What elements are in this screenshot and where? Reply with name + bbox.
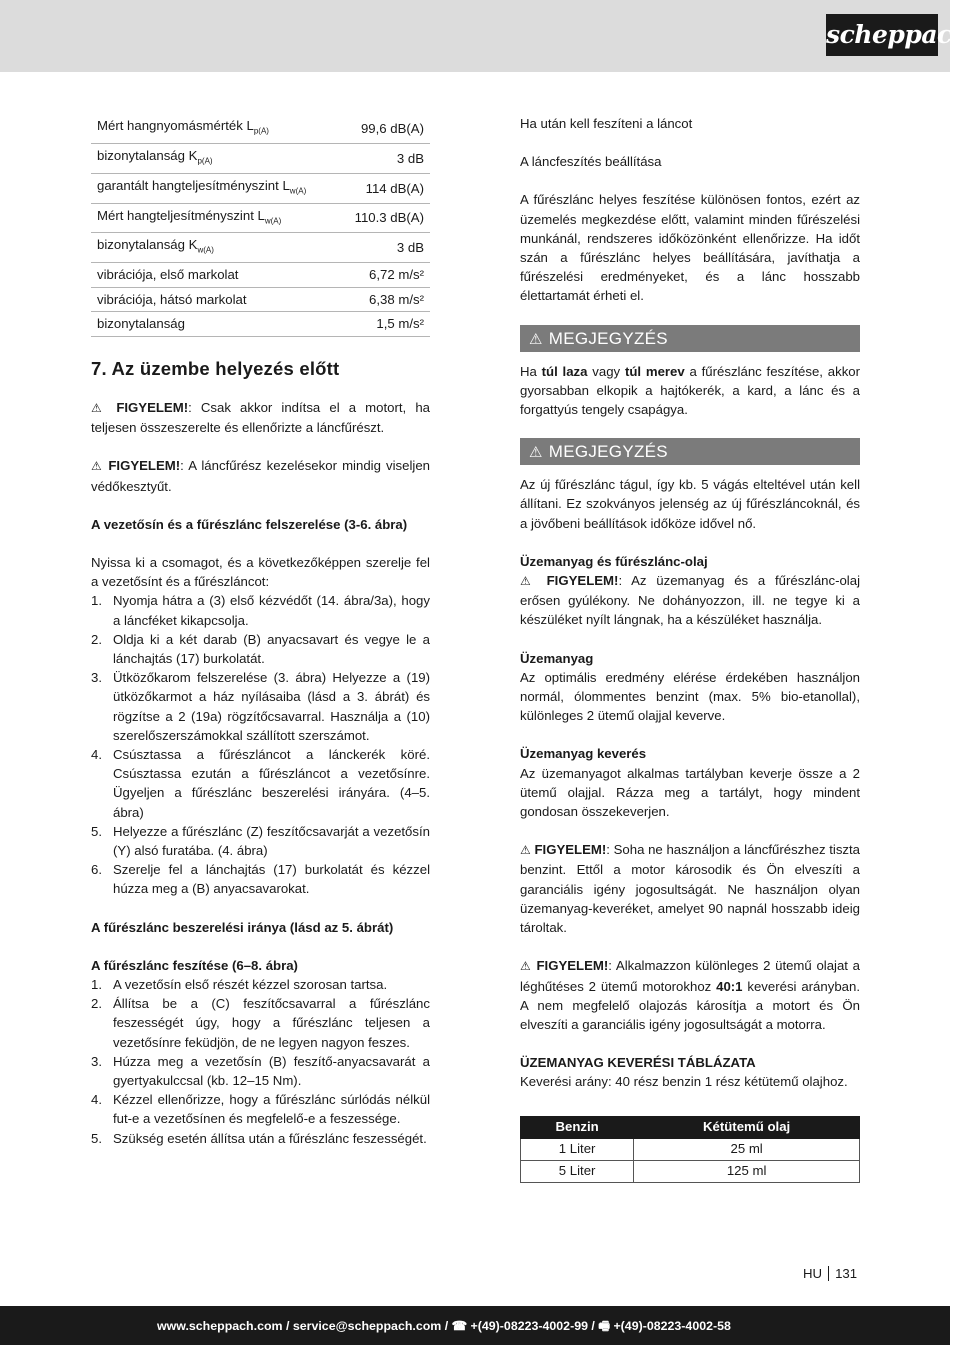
spec-row [91, 287, 430, 312]
table-cell: 1 Liter [521, 1138, 634, 1160]
note-title: MEGJEGYZÉS [548, 442, 668, 462]
section-title: 7. Az üzembe helyezés előtt [91, 357, 340, 379]
footer-contact: www.scheppach.com / service@scheppach.com / ☎ +(49)-08223-4002-99 / 🖷 +(49)-08223-4002-58 [157, 1319, 731, 1333]
list-item: 4. Kézzel ellenőrizze, hogy a fűrészlánc súrlódás nélkül fut-e a vezetősínen és megfelelő-e a feszessége. [91, 1092, 430, 1127]
table-cell: 5 Liter [521, 1160, 634, 1182]
retension-text: Ha után kell feszíteni a láncot [520, 116, 693, 131]
list-item: 4. Csúsztassa a fűrészláncot a lánckerék köré. Csúsztassa ezután a fűrészláncot a vezetősínre. Ügyeljen a fűrészlánc beszerelési irányára. (4–5. ábra) [91, 746, 430, 820]
spec-label: bizonytalanság $K_{w(A)}$ [91, 233, 339, 263]
table-cell: 25 ml [634, 1138, 860, 1160]
spec-row [91, 263, 430, 288]
spec-value: 6,38 m/s² [339, 287, 430, 312]
warning-1 [91, 398, 430, 437]
spec-row [91, 114, 430, 143]
note-1-text: Ha túl laza vagy túl merev a fűrészlánc feszítése, akkor gyorsabban elkopik a hajtókerék, a kard, a lánc és a forgattyús tengely csapágya. [520, 363, 861, 418]
mixing-text: Az üzemanyagot alkalmas tartályban keverje össze a 2 ütemű olajjal. Rázza meg a tartályt, hogy mindent gondosan összekeverjen. [520, 765, 860, 820]
table-row [521, 1160, 860, 1182]
spec-value: 3 dB [339, 143, 430, 173]
spec-value: 114 dB(A) [339, 173, 430, 203]
warning-4: ⚠ FIGYELEM!: Alkalmazzon különleges 2 ütemű olajat a léghűtéses 2 ütemű motorokhoz 40:1 keverési arányban. A nem megfelelő olajozás károsítja a motort és Ön elveszíti a garanciális igény jogosultságát a motorra. [520, 958, 860, 1032]
tension-steps [91, 975, 430, 1148]
header-bar [0, 0, 969, 72]
spec-value: 6,72 m/s² [339, 263, 430, 288]
assembly-intro: Nyissa ki a csomagot, és a következőképpen szerelje fel a vezetősínt és a fűrészláncot: [91, 554, 430, 590]
fuel-heading: Üzemanyag [520, 650, 594, 666]
list-item: 2. Állítsa be a (C) feszítőcsavarral a fűrészlánc feszességét úgy, hogy a fűrészlánc teljesen a vezetősínre feküdjön, de ne legyen nagyon feszes. [91, 996, 430, 1050]
note-bar-2 [520, 438, 860, 465]
note-2-text: Az új fűrészlánc tágul, így kb. 5 vágás elteltével után kell állítani. Ez szokványos jelenség az új fűrészláncoknál, és a jövőbeni beállítások időköze idővel nő. [520, 477, 860, 531]
tension-heading: A fűrészlánc feszítése (6–8. ábra) [91, 957, 298, 973]
spec-table [91, 114, 430, 337]
warning-icon: ⚠ [91, 400, 108, 415]
warning-icon: ⚠ [520, 959, 532, 974]
spec-label: garantált hangteljesítményszint $L_{w(A)}$ [91, 173, 339, 203]
spec-label: Mért hangteljesítményszint $L_{w(A)}$ [91, 203, 339, 233]
mix-table-heading: ÜZEMANYAG KEVERÉSI TÁBLÁZATA [520, 1055, 756, 1071]
spec-value: 1,5 m/s² [339, 312, 430, 337]
warning-icon: ⚠ [91, 459, 104, 474]
warning-3: ⚠ FIGYELEM!: Soha ne használjon a láncfűrészhez tiszta benzint. Ettől a motor károsodik és Ön elveszíti a garanciális igény jogosultságát. Ne használjon olyan üzemanyag-keveréket, amelyet 90 napnál hosszabb ideig tároltak. [520, 842, 860, 936]
spec-row [91, 203, 430, 233]
list-item: 1. A vezetősín első részét kézzel szorosan tartsa. [91, 977, 388, 992]
warning-icon: ⚠ [520, 843, 531, 858]
spec-row [91, 143, 430, 173]
spec-row [91, 233, 430, 263]
mix-table-header: Kétütemű olaj [634, 1116, 860, 1138]
list-item: 5. Helyezze a fűrészlánc (Z) feszítőcsavarját a vezetősín (Y) alsó furatába. (4. ábra) [91, 823, 430, 858]
chain-tension-setting: A láncfeszítés beállítása [520, 154, 662, 170]
direction-heading: A fűrészlánc beszerelési iránya (lásd az 5. ábrát) [91, 919, 394, 935]
list-item: 2. Oldja ki a két darab (B) anyacsavart és vegye le a lánchajtás (17) burkolatát. [91, 631, 430, 666]
list-item: 5. Szükség esetén állítsa után a fűrészlánc feszességét. [91, 1130, 427, 1146]
warning-text: : Csak akkor indítsa el a motort, ha teljesen összeszerelte és ellenőrizte a láncfűrészt. [91, 399, 430, 436]
mix-ratio-text: Keverési arány: 40 rész benzin 1 rész kétütemű olajhoz. [520, 1074, 848, 1090]
spec-value: 99,6 dB(A) [339, 114, 430, 143]
page-number [803, 1266, 857, 1281]
spec-row [91, 312, 430, 337]
warning-icon: ⚠ [529, 330, 543, 348]
spec-label: vibrációja, hátsó markolat [91, 287, 339, 312]
warning-icon: ⚠ [529, 444, 543, 462]
assembly-steps [91, 591, 430, 898]
warning-label: FIGYELEM! [116, 399, 189, 415]
note-bar-1 [520, 325, 860, 352]
brand-logo: scheppach [826, 14, 938, 56]
list-item: 3. Húzza meg a vezetősín (B) feszítő-anyacsavarát a gyertyakulccsal (kb. 12–15 Nm). [91, 1053, 430, 1089]
page-lang: HU [803, 1266, 823, 1281]
page-num: 131 [835, 1266, 858, 1281]
table-row [521, 1138, 860, 1160]
fuel-text: Az optimális eredmény elérése érdekében használjon normál, ólommentes benzint (max. 5% bio-etanollal), különleges 2 ütemű olajjal keverve. [520, 669, 860, 724]
spec-label: Mért hangnyomásmérték $L_{p(A)}$ [91, 114, 339, 143]
fuel-oil-heading: Üzemanyag és fűrészlánc-olaj [520, 553, 708, 569]
mix-table [520, 1116, 860, 1183]
spec-label: bizonytalanság $K_{p(A)}$ [91, 143, 339, 173]
footer-bar [0, 1306, 950, 1345]
list-item: 3. Ütközőkarom felszerelése (3. ábra) Helyezze a (19) ütközőkarmot a ház nyílásaiba (lásd a 3. ábrát) és rögzítse a 2 (19a) rögzítőcsavarral. Használja a (10) szerelőszerszámokkal szállított szerszámot. [91, 670, 430, 743]
list-item: 6. Szerelje fel a lánchajtás (17) burkolatát és kézzel húzza meg a (B) anyacsavarokat. [91, 862, 430, 897]
warning-label: FIGYELEM! [108, 458, 181, 474]
warning-text: : A láncfűrész kezelésekor mindig viseljen védőkesztyűt. [91, 458, 431, 494]
mixing-heading: Üzemanyag keverés [520, 746, 647, 762]
mix-table-header: Benzin [521, 1116, 634, 1138]
spec-label: bizonytalanság [91, 312, 339, 337]
fuel-oil-warning: ⚠ FIGYELEM!: Az üzemanyag és a fűrészlánc-olaj erősen gyúlékony. Ne dohányozzon, ill. ne tegye ki a készüléket nyílt lángnak, ha a készüléket használja. [520, 573, 861, 628]
spec-value: 3 dB [339, 233, 430, 263]
spec-label: vibrációja, első markolat [91, 263, 339, 288]
warning-2 [91, 456, 430, 495]
assembly-heading: A vezetősín és a fűrészlánc felszerelése (3-6. ábra) [91, 516, 408, 532]
table-cell: 125 ml [634, 1160, 860, 1182]
left-column [91, 114, 430, 1148]
right-column [520, 114, 860, 1183]
list-item: 1. Nyomja hátra a (3) első kézvédőt (14. ábra/3a), hogy a láncféket kikapcsolja. [91, 593, 430, 628]
warning-icon: ⚠ [520, 574, 537, 589]
spec-row [91, 173, 430, 203]
note-title: MEGJEGYZÉS [548, 328, 668, 348]
spec-value: 110.3 dB(A) [339, 203, 430, 233]
chain-tension-paragraph: A fűrészlánc helyes feszítése különösen fontos, ezért az üzemelés megkezdése előtt, valamint minden fűrészelési munkánál, rendszeres időközönként ellenőrizze. Ha időt szán a fűrészlánc helyes beállítására, javíthatja a fűrészelési eredményeket, és a lánc hosszabb élettartamát érheti el. [520, 192, 860, 304]
